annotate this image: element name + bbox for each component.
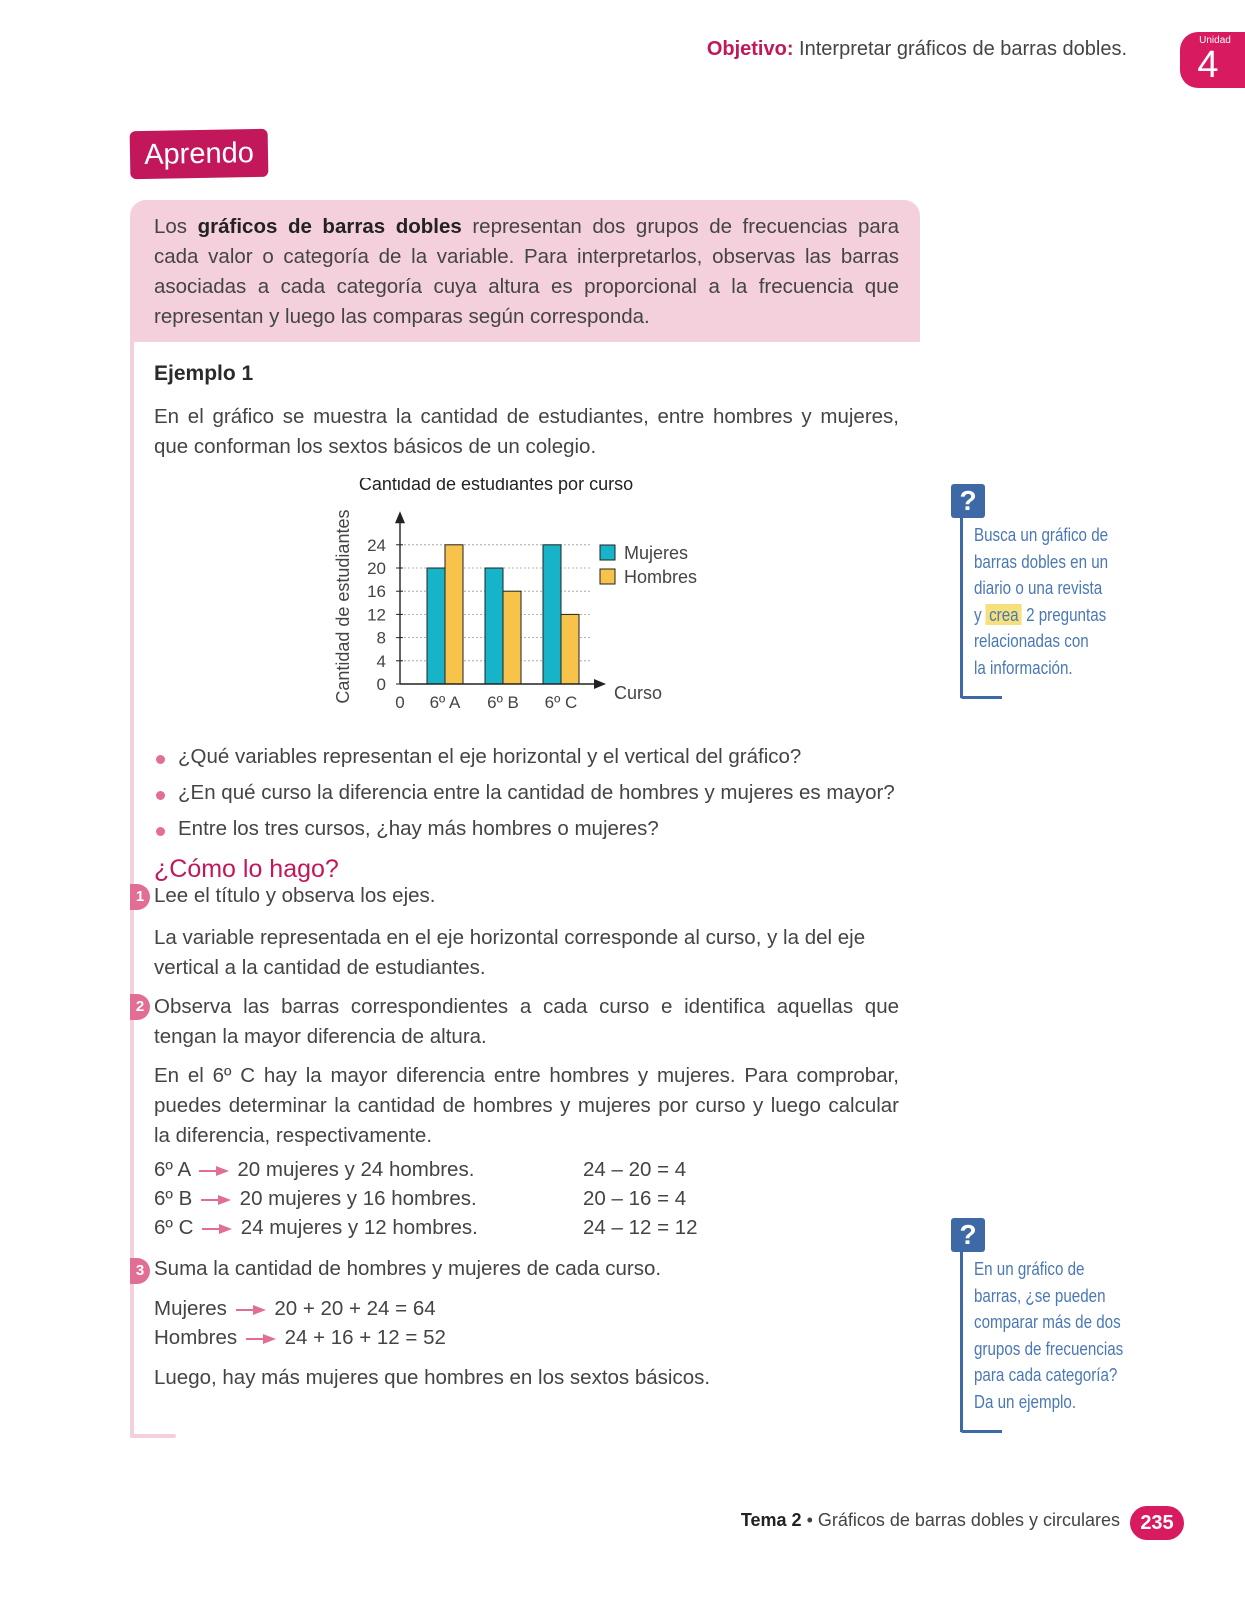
side-box-pre: y [974, 603, 986, 625]
side-box-post: 2 preguntas [1021, 603, 1107, 625]
list-item [154, 781, 895, 817]
unit-tab [1180, 32, 1245, 88]
side-box-line: Busca un gráfico de [974, 524, 1109, 545]
y-tick-label: 0 [376, 675, 386, 694]
arrow-icon [245, 1333, 277, 1345]
y-tick-label: 24 [367, 535, 386, 555]
objective-label: Objetivo: [706, 38, 794, 60]
question-icon: ? [951, 484, 985, 518]
legend-swatch [600, 569, 615, 584]
example-bottom-rule [130, 1434, 176, 1438]
bullet-dot [156, 755, 165, 764]
side-box-line: comparar más de dos [974, 1311, 1121, 1332]
x-axis-label: Curso [614, 683, 663, 703]
course-desc: 20 mujeres y 16 hombres. [239, 1187, 477, 1210]
course-desc: 20 mujeres y 24 hombres. [237, 1158, 475, 1181]
y-tick-label: 4 [376, 651, 386, 671]
step-3-text: Suma la cantidad de hombres y mujeres de cada curso. [154, 1257, 662, 1280]
y-tick-label: 8 [376, 628, 386, 648]
x-tick-label: 6º B [487, 693, 519, 712]
sum-calc: 24 + 16 + 12 = 52 [284, 1326, 446, 1349]
side-box-line [974, 602, 1108, 629]
bar-mujeres-1 [427, 568, 445, 684]
course-row-b [154, 1187, 477, 1211]
course-calc-a: 24 – 20 = 4 [583, 1158, 687, 1181]
highlight-crea: crea [986, 604, 1022, 625]
chart-title: Cantidad de estudiantes por curso [358, 478, 634, 494]
footer-sep: • [801, 1510, 818, 1530]
side-box-line: barras, ¿se pueden [974, 1284, 1106, 1306]
conclusion: Luego, hay más mujeres que hombres en los sextos básicos. [154, 1366, 711, 1389]
bar-hombres-2 [503, 591, 521, 684]
definition-pre: Los [154, 215, 198, 238]
x-axis-arrow-icon [594, 679, 606, 689]
step-2-text: Observa las barras correspondientes a cada curso e identifica aquellas que tengan la mayor diferencia de altura. [154, 995, 899, 1048]
how-to-heading: ¿Cómo lo hago? [154, 855, 339, 883]
side-box-line: Da un ejemplo. [974, 1390, 1077, 1412]
course-label: 6º C [154, 1216, 194, 1239]
double-bar-chart [330, 478, 730, 728]
sum-calc: 20 + 20 + 24 = 64 [274, 1297, 436, 1320]
example-title: Ejemplo 1 [154, 362, 254, 385]
section-tag-aprendo: Aprendo [130, 129, 269, 179]
y-axis-label: Cantidad de estudiantes [333, 509, 353, 704]
side-box-rule [960, 518, 963, 698]
course-calc-c: 24 – 12 = 12 [583, 1216, 698, 1239]
step-badge-3: 3 [130, 1258, 150, 1284]
objective [707, 38, 1127, 61]
side-box-line: relacionadas con [974, 630, 1089, 651]
x-origin-label: 0 [395, 693, 405, 712]
objective-text: Interpretar gráficos de barras dobles. [799, 38, 1127, 60]
footer-tema: Tema 2 [740, 1510, 802, 1530]
side-box-line: diario o una revista [974, 577, 1103, 598]
footer [741, 1510, 1120, 1531]
side-box-bottom-rule [960, 696, 1002, 699]
sum-label: Mujeres [154, 1297, 227, 1320]
definition-post: representan dos grupos de frecuencias para cada valor o categoría de la variable. Para interpretarlos, observas las barras asociadas a cada categoría cuya altura es proporcional a la frecuencia que representan y luego las comparas según corresponda. [154, 215, 899, 328]
side-box-line: la información. [974, 656, 1073, 678]
step-badge-2: 2 [130, 994, 150, 1020]
legend-label: Mujeres [624, 543, 689, 563]
definition-text [154, 212, 899, 332]
sum-row-mujeres [154, 1297, 436, 1321]
example-intro: En el gráfico se muestra la cantidad de estudiantes, entre hombres y mujeres, que conforman los sextos básicos de un colegio. [154, 405, 899, 458]
arrow-icon [198, 1165, 230, 1177]
y-tick-label: 20 [367, 559, 386, 578]
step-2-explanation: En el 6º C hay la mayor diferencia entre hombres y mujeres. Para comprobar, puedes determinar la cantidad de hombres y mujeres por curso y luego calcular la diferencia, respectivamente. [154, 1064, 899, 1147]
side-box-line: grupos de frecuencias [974, 1337, 1124, 1359]
side-box-line: En un gráfico de [974, 1258, 1085, 1279]
unit-number: 4 [1197, 44, 1219, 86]
x-tick-label: 6º C [544, 693, 578, 712]
legend-swatch [600, 545, 615, 560]
y-axis-arrow-icon [395, 511, 405, 523]
unit-label: Unidad [1199, 35, 1231, 46]
course-label: 6º B [154, 1187, 193, 1210]
list-item [154, 817, 895, 853]
arrow-icon [235, 1304, 267, 1316]
legend-label: Hombres [624, 567, 698, 587]
course-row-a [154, 1158, 474, 1182]
arrow-icon [201, 1223, 233, 1235]
x-tick-label: 6º A [429, 693, 461, 712]
side-box-line: para cada categoría? [974, 1364, 1118, 1385]
course-row-c [154, 1216, 478, 1240]
side-box-rule [960, 1252, 963, 1432]
y-tick-label: 16 [367, 582, 386, 602]
question-list [154, 745, 895, 853]
course-desc: 24 mujeres y 12 hombres. [240, 1216, 478, 1239]
step-1-explanation: La variable representada en el eje horizontal corresponde al curso, y la del eje vertical a la cantidad de estudiantes. [154, 926, 866, 979]
definition-term: gráficos de barras dobles [197, 215, 462, 238]
arrow-icon [200, 1194, 232, 1206]
course-calc-b: 20 – 16 = 4 [583, 1187, 687, 1210]
question-text: Entre los tres cursos, ¿hay más hombres o mujeres? [178, 817, 659, 840]
side-box-line: barras dobles en un [974, 550, 1109, 572]
bar-mujeres-2 [485, 568, 503, 684]
step-1-text: Lee el título y observa los ejes. [154, 884, 436, 907]
sum-row-hombres [154, 1326, 446, 1350]
side-box-1-text [974, 522, 1108, 681]
y-tick-label: 12 [367, 605, 386, 625]
side-box-bottom-rule [960, 1430, 1002, 1433]
bar-mujeres-3 [543, 545, 561, 684]
question-text: ¿Qué variables representan el eje horizontal y el vertical del gráfico? [178, 745, 802, 768]
bar-hombres-3 [561, 614, 579, 684]
side-box-2-text [974, 1256, 1123, 1415]
page-number: 235 [1130, 1506, 1184, 1540]
course-label: 6º A [154, 1158, 190, 1181]
step-badge-1: 1 [130, 884, 150, 910]
bullet-dot [156, 791, 165, 800]
bar-hombres-1 [445, 545, 463, 684]
footer-text: Gráficos de barras dobles y circulares [817, 1510, 1120, 1530]
question-text: ¿En qué curso la diferencia entre la cantidad de hombres y mujeres es mayor? [178, 781, 895, 804]
question-icon: ? [951, 1218, 985, 1252]
sum-label: Hombres [154, 1326, 238, 1349]
list-item [154, 745, 895, 781]
bullet-dot [156, 827, 165, 836]
